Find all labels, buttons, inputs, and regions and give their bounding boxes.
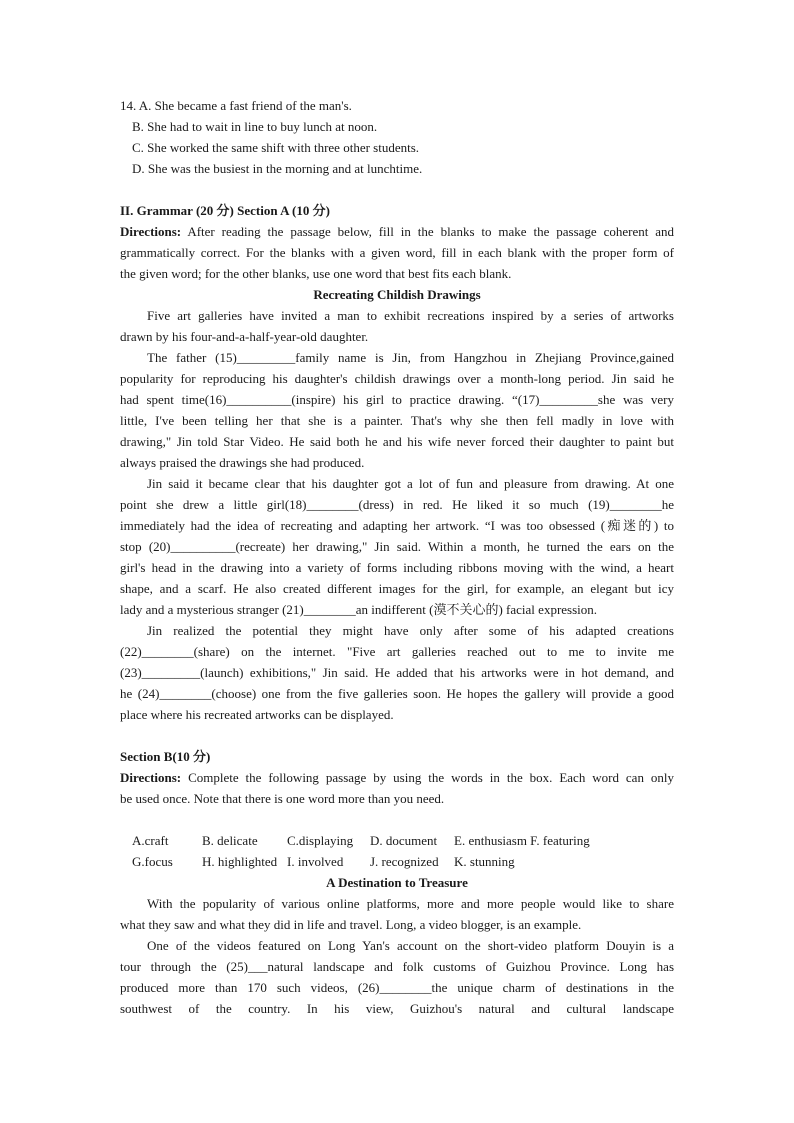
word-box-row-2 bbox=[120, 851, 674, 872]
directions-label: Directions: bbox=[120, 224, 182, 239]
passage-line: shape, and a scarf. He also created different images for the girl, for example, an elegant but icy bbox=[120, 581, 674, 596]
passage-line: produced more than 170 such videos, (26)________the unique charm of destinations in the bbox=[120, 980, 674, 995]
q14-option-b: B. She had to wait in line to buy lunch at noon. bbox=[132, 119, 378, 134]
passage-line: drawn by his four-and-a-half-year-old daughter. bbox=[120, 329, 369, 344]
passage-line: The father (15)_________family name is Jin, from Hangzhou in Zhejiang Province,gained bbox=[147, 350, 674, 365]
directions-line: the given word; for the other blanks, use one word that best fits each blank. bbox=[120, 266, 512, 281]
directions-text: Complete the following passage by using the words in the box. Each word can only bbox=[188, 770, 674, 785]
passage-line: place where his recreated artworks can be displayed. bbox=[120, 707, 394, 722]
section-b-heading: Section B(10 分) bbox=[120, 749, 211, 764]
passage-line: what they saw and what they did in life and travel. Long, a video blogger, is an example. bbox=[120, 917, 582, 932]
passage-line: drawing," Jin told Star Video. He said both he and his wife never forced their daughter to paint but bbox=[120, 434, 674, 449]
passage-line: Jin realized the potential they might have only after some of his adapted creations bbox=[147, 623, 674, 638]
passage-line: immediately had the idea of recreating and adapting her artwork. “I was too obsessed (痴迷的) to bbox=[120, 518, 674, 533]
passage-line: southwest of the country. In his view, Guizhou's natural and cultural landscape bbox=[120, 1001, 674, 1016]
q14-option-c: C. She worked the same shift with three other students. bbox=[132, 140, 420, 155]
directions-line bbox=[120, 767, 674, 788]
passage-line: girl's head in the drawing into a variety of forms including ribbons moving with the wind, a heart bbox=[120, 560, 674, 575]
spacer bbox=[120, 809, 674, 830]
word-option: J. recognized bbox=[370, 854, 439, 869]
passage-line: (22)________(share) on the internet. "Five art galleries reached out to me to invite me bbox=[120, 644, 674, 659]
passage-title: A Destination to Treasure bbox=[326, 875, 468, 890]
passage-line: (23)_________(launch) exhibitions," Jin said. He added that his artworks were in hot demand, and bbox=[120, 665, 674, 680]
passage-line: had spent time(16)__________(inspire) his girl to practice drawing. “(17)_________she was very bbox=[120, 392, 674, 407]
passage-line: stop (20)__________(recreate) her drawing," Jin said. Within a month, he turned the ears on the bbox=[120, 539, 674, 554]
q14-option-a: 14. A. She became a fast friend of the man's. bbox=[120, 98, 352, 113]
passage-line: point she drew a little girl(18)________(dress) in red. He liked it so much (19)________he bbox=[120, 497, 674, 512]
grammar-section-heading: II. Grammar (20 分) Section A (10 分) bbox=[120, 203, 330, 218]
passage-line: tour through the (25)___natural landscape and folk customs of Guizhou Province. Long has bbox=[120, 959, 674, 974]
passage-title: Recreating Childish Drawings bbox=[313, 287, 481, 302]
word-option: D. document bbox=[370, 833, 438, 848]
word-option: E. enthusiasm F. featuring bbox=[454, 833, 590, 848]
directions-text: After reading the passage below, fill in the blanks to make the passage coherent and bbox=[187, 224, 674, 239]
passage-line: always praised the drawings she had produced. bbox=[120, 455, 365, 470]
page-content bbox=[120, 95, 674, 1019]
passage-line: popularity for reproducing his daughter's childish drawings over a month-long period. Jin said he bbox=[120, 371, 674, 386]
word-option: B. delicate bbox=[202, 833, 258, 848]
word-box-row-1 bbox=[120, 830, 674, 851]
word-option: A.craft bbox=[132, 833, 169, 848]
passage-line: Five art galleries have invited a man to exhibit recreations inspired by a series of artworks bbox=[147, 308, 674, 323]
passage-line: With the popularity of various online platforms, more and more people would like to share bbox=[147, 896, 674, 911]
passage-line: little, I've been telling her that she is a painter. That's why she then fell madly in love with bbox=[120, 413, 674, 428]
q14-option-d: D. She was the busiest in the morning and at lunchtime. bbox=[132, 161, 423, 176]
passage-line: Jin said it became clear that his daughter got a lot of fun and pleasure from drawing. At one bbox=[147, 476, 674, 491]
passage-line: lady and a mysterious stranger (21)________an indifferent (漠不关心的) facial expression. bbox=[120, 602, 598, 617]
word-option: K. stunning bbox=[454, 854, 515, 869]
directions-line bbox=[120, 221, 674, 242]
passage-line: he (24)________(choose) one from the five galleries soon. He hopes the gallery will provide a good bbox=[120, 686, 674, 701]
directions-line: grammatically correct. For the blanks with a given word, fill in each blank with the proper form of bbox=[120, 245, 674, 260]
word-option: C.displaying bbox=[287, 833, 354, 848]
directions-line: be used once. Note that there is one word more than you need. bbox=[120, 791, 445, 806]
word-option: G.focus bbox=[132, 854, 173, 869]
passage-line: One of the videos featured on Long Yan's account on the short-video platform Douyin is a bbox=[147, 938, 674, 953]
spacer bbox=[120, 179, 674, 200]
word-option: H. highlighted bbox=[202, 854, 278, 869]
spacer bbox=[120, 725, 674, 746]
directions-label: Directions: bbox=[120, 770, 182, 785]
word-option: I. involved bbox=[287, 854, 344, 869]
